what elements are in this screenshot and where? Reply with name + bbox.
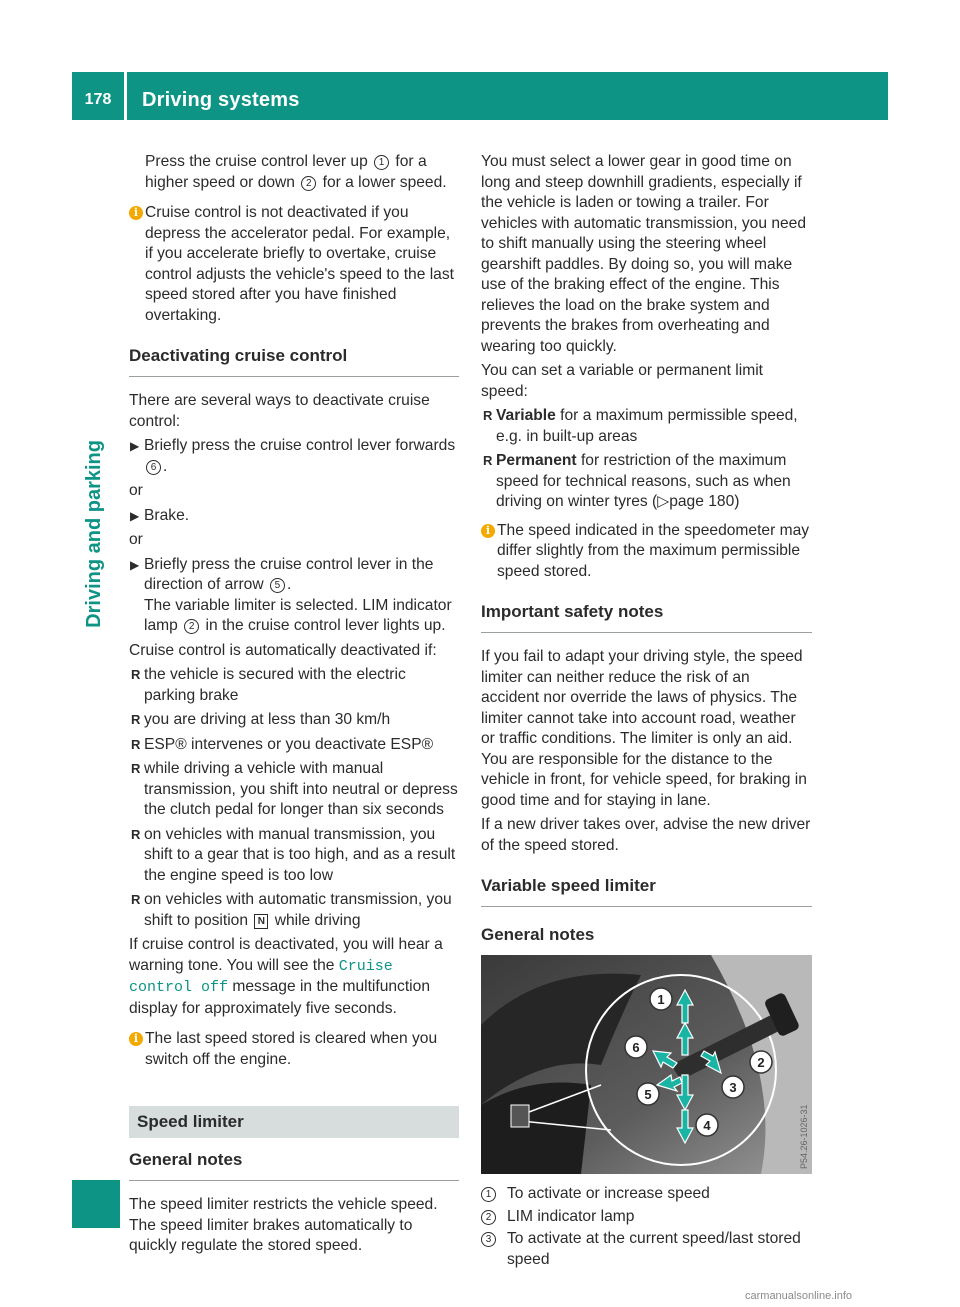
arrow-icon: ▶ (130, 508, 140, 523)
info-note: i Cruise control is not deactivated if you depress the accelerator pedal. For example, if you accelerate briefly to overtake, cruise control adjusts the vehicle's speed to the last speed stored after you have finished overtaking. (129, 203, 459, 326)
safety-text: If you fail to adapt your driving style, the speed limiter can neither reduce the risk of an accident nor override the laws of physics. The limiter cannot take into account road, weather or traffic conditions. The limiter is only an aid. You are responsible for the distance to the vehicle in front, for vehicle speed, for braking in good time and for staying in lane. (481, 648, 807, 809)
auto-deactivate-intro: Cruise control is automatically deactivated if: (129, 641, 437, 659)
warning-paragraph: If cruise control is deactivated, you will hear a warning tone. You will see the Cruise control off message in the multifunction display for approximately five seconds. (129, 936, 443, 1017)
page-title: Driving systems (142, 89, 300, 111)
ways-intro: There are several ways to deactivate cruise control: (129, 392, 430, 430)
list-item: R ESP® intervenes or you deactivate ESP® (131, 735, 434, 753)
legend-item: 2 LIM indicator lamp (481, 1207, 812, 1228)
svg-text:2: 2 (757, 1055, 765, 1070)
list-item: R Permanent for restriction of the maximum speed for technical reasons, such as when driving on winter tyres (▷page 180) (483, 452, 791, 510)
svg-text:6: 6 (632, 1040, 640, 1055)
list-item: R while driving a vehicle with manual transmission, you shift into neutral or depress the clutch pedal for longer than six seconds (131, 760, 458, 818)
list-item: R on vehicles with manual transmission, you shift to a gear that is too high, and as a result the engine speed is too low (131, 825, 456, 884)
figure-code: P54.26-1026-31 (799, 1104, 809, 1169)
svg-text:4: 4 (703, 1118, 711, 1133)
list-item: R on vehicles with automatic transmission, you shift to position N while driving (131, 891, 452, 929)
info-note: i The last speed stored is cleared when you switch off the engine. (129, 1029, 459, 1070)
heading-safety: Important safety notes (481, 602, 812, 633)
heading-general-notes-right: General notes (481, 925, 595, 944)
right-column (481, 152, 812, 1272)
instruction-step: ▶ Briefly press the cruise control lever in the direction of arrow 5 . The variable limiter is selected. LIM indicator lamp 2 in the cruise control lever lights up. (130, 555, 452, 634)
lever-illustration (481, 955, 812, 1174)
lever-thumbnail (511, 1105, 529, 1127)
cruise-lever-figure (481, 955, 812, 1174)
info-icon: i (129, 1032, 143, 1046)
list-item: R Variable for a maximum permissible speed, e.g. in built-up areas (483, 407, 798, 445)
arrow-icon: ▶ (130, 557, 140, 572)
limit-intro: You can set a variable or permanent limit speed: (481, 362, 763, 400)
page-reference-link[interactable]: ▷page 180 (657, 493, 735, 510)
callout-number: 2 (301, 176, 316, 191)
display-message: Cruise control off (129, 957, 393, 996)
list-item: R the vehicle is secured with the electric parking brake (131, 666, 406, 704)
list-item: R you are driving at less than 30 km/h (131, 711, 391, 728)
callout-number: 2 (184, 619, 199, 634)
section-tab-label: Driving and parking (83, 440, 105, 628)
gear-paragraph: You must select a lower gear in good time on long and steep downhill gradients, especially if the vehicle is laden or towing a trailer. For vehicles with automatic transmission, you need to shift manually using the steering wheel gearshift paddles. By doing so, you will make use of the braking effect of the engine. This relieves the load on the brake system and prevents the brakes from overheating and wearing too quickly. (481, 153, 807, 355)
svg-text:5: 5 (644, 1087, 652, 1102)
left-column (129, 152, 459, 1267)
info-icon: i (481, 524, 495, 538)
info-icon: i (129, 206, 143, 220)
heading-general-notes: General notes (129, 1150, 459, 1181)
new-driver-text: If a new driver takes over, advise the new driver of the speed stored. (481, 816, 811, 854)
intro-paragraph: Press the cruise control lever up 1 for a higher speed or down 2 for a lower speed. (145, 153, 447, 191)
or-text: or (129, 531, 143, 548)
general-notes-text: The speed limiter restricts the vehicle speed. The speed limiter brakes automatically to quickly regulate the stored speed. (129, 1196, 438, 1254)
info-note: i The speed indicated in the speedometer may differ slightly from the maximum permissible speed stored. (481, 521, 812, 583)
instruction-step: ▶ Brake. (129, 506, 459, 527)
callout-number: 1 (374, 155, 389, 170)
legend-item: 1 To activate or increase speed (481, 1184, 812, 1205)
instruction-step: ▶ Briefly press the cruise control lever forwards 6 . (130, 437, 456, 475)
heading-variable-speed-limiter: Variable speed limiter (481, 876, 812, 907)
callout-number: 5 (270, 578, 285, 593)
section-tab-marker (72, 1180, 120, 1228)
svg-text:3: 3 (729, 1080, 737, 1095)
heading-deactivating: Deactivating cruise control (129, 346, 459, 377)
arrow-icon: ▶ (130, 439, 140, 453)
legend-item: 3 To activate at the current speed/last stored speed (481, 1229, 812, 1270)
shaded-heading-speed-limiter: Speed limiter (129, 1106, 459, 1138)
svg-text:1: 1 (657, 992, 665, 1007)
gear-n-icon: N (254, 914, 268, 929)
callout-number: 6 (146, 460, 161, 475)
or-text: or (129, 482, 143, 499)
page-number: 178 (84, 91, 112, 108)
watermark: carmanualsonline.info (745, 1290, 853, 1302)
header-divider (124, 72, 127, 120)
